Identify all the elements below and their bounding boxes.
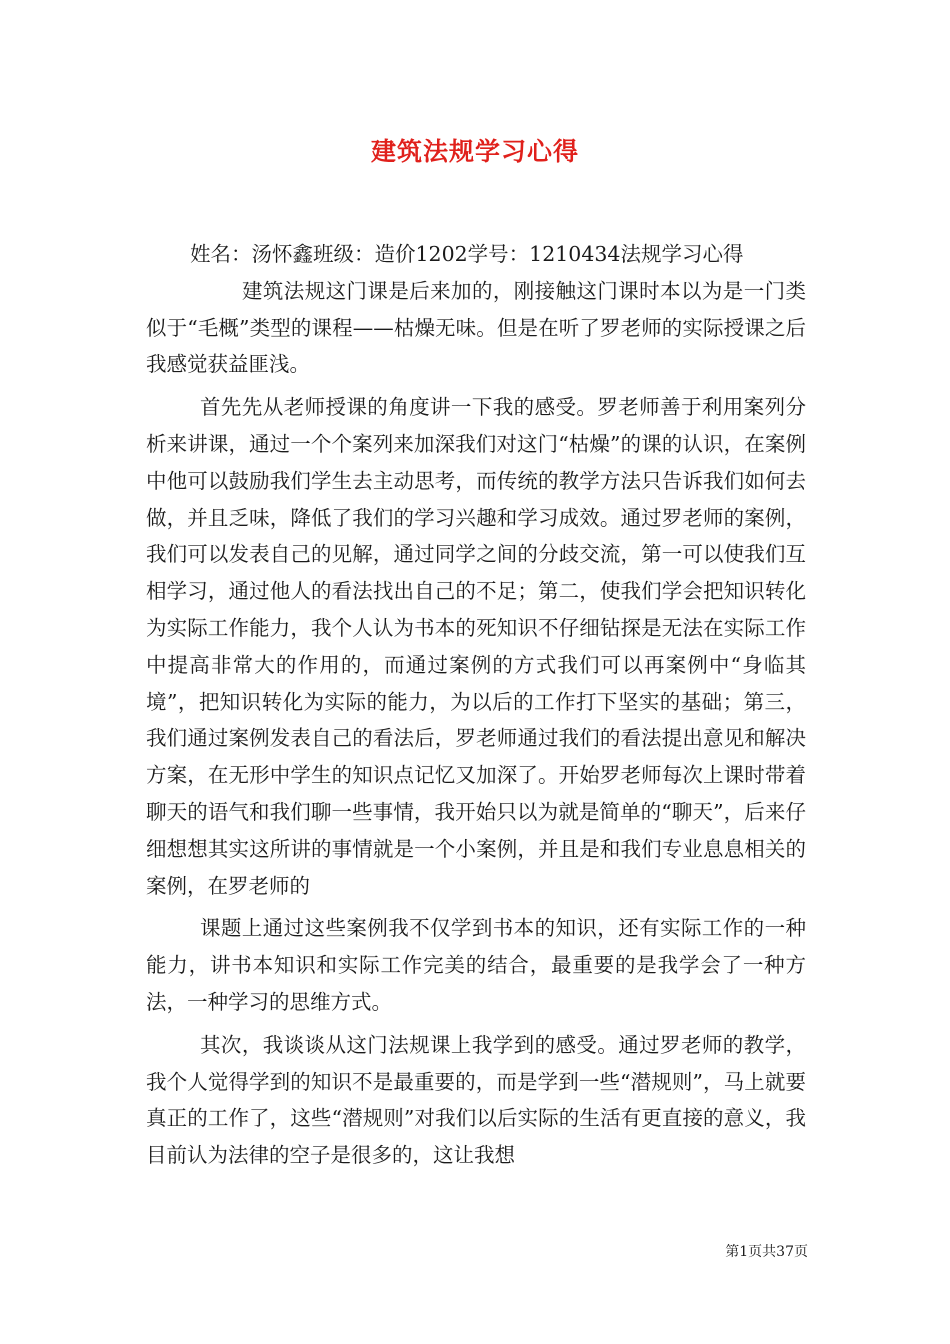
document-title: 建筑法规学习心得 bbox=[370, 137, 579, 166]
document-body bbox=[146, 236, 806, 1180]
paragraph-secondly: 其次，我谈谈从这门法规课上我学到的感受。通过罗老师的教学，我个人觉得学到的知识不是最重要的，而是学到一些“潜规则”，马上就要真正的工作了，这些“潜规则”对我们以后实际的生活有更直接的意义，我目前认为法律的空子是很多的，这让我想 bbox=[146, 1032, 806, 1168]
paragraph-course-topic: 课题上通过这些案例我不仅学到书本的知识，还有实际工作的一种能力，讲书本知识和实际工作完美的结合，最重要的是我学会了一种方法，一种学习的思维方式。 bbox=[146, 916, 806, 1014]
author-info-line: 姓名：汤怀鑫班级：造价1202学号：1210434法规学习心得 bbox=[190, 242, 744, 266]
page-footer: 第1页共37页 bbox=[725, 1244, 808, 1260]
paragraph-teaching-method: 首先先从老师授课的角度讲一下我的感受。罗老师善于利用案列分析来讲课，通过一个个案列来加深我们对这门“枯燥”的课的认识，在案例中他可以鼓励我们学生去主动思考，而传统的教学方法只告诉我们如何去做，并且乏味，降低了我们的学习兴趣和学习成效。通过罗老师的案例，我们可以发表自己的见解，通过同学之间的分歧交流，第一可以使我们互相学习，通过他人的看法找出自己的不足；第二，使我们学会把知识转化为实际工作能力，我个人认为书本的死知识不仔细钻探是无法在实际工作中提高非常大的作用的，而通过案例的方式我们可以再案例中“身临其境”，把知识转化为实际的能力，为以后的工作打下坚实的基础；第三，我们通过案例发表自己的看法后，罗老师通过我们的看法提出意见和解决方案，在无形中学生的知识点记忆又加深了。开始罗老师每次上课时带着聊天的语气和我们聊一些事情，我开始只以为就是简单的“聊天”，后来仔细想想其实这所讲的事情就是一个小案例，并且是和我们专业息息相关的案例，在罗老师的 bbox=[146, 395, 806, 898]
paragraph-intro: 建筑法规这门课是后来加的，刚接触这门课时本以为是一门类似于“毛概”类型的课程——枯燥无味。但是在听了罗老师的实际授课之后我感觉获益匪浅。 bbox=[146, 278, 806, 377]
